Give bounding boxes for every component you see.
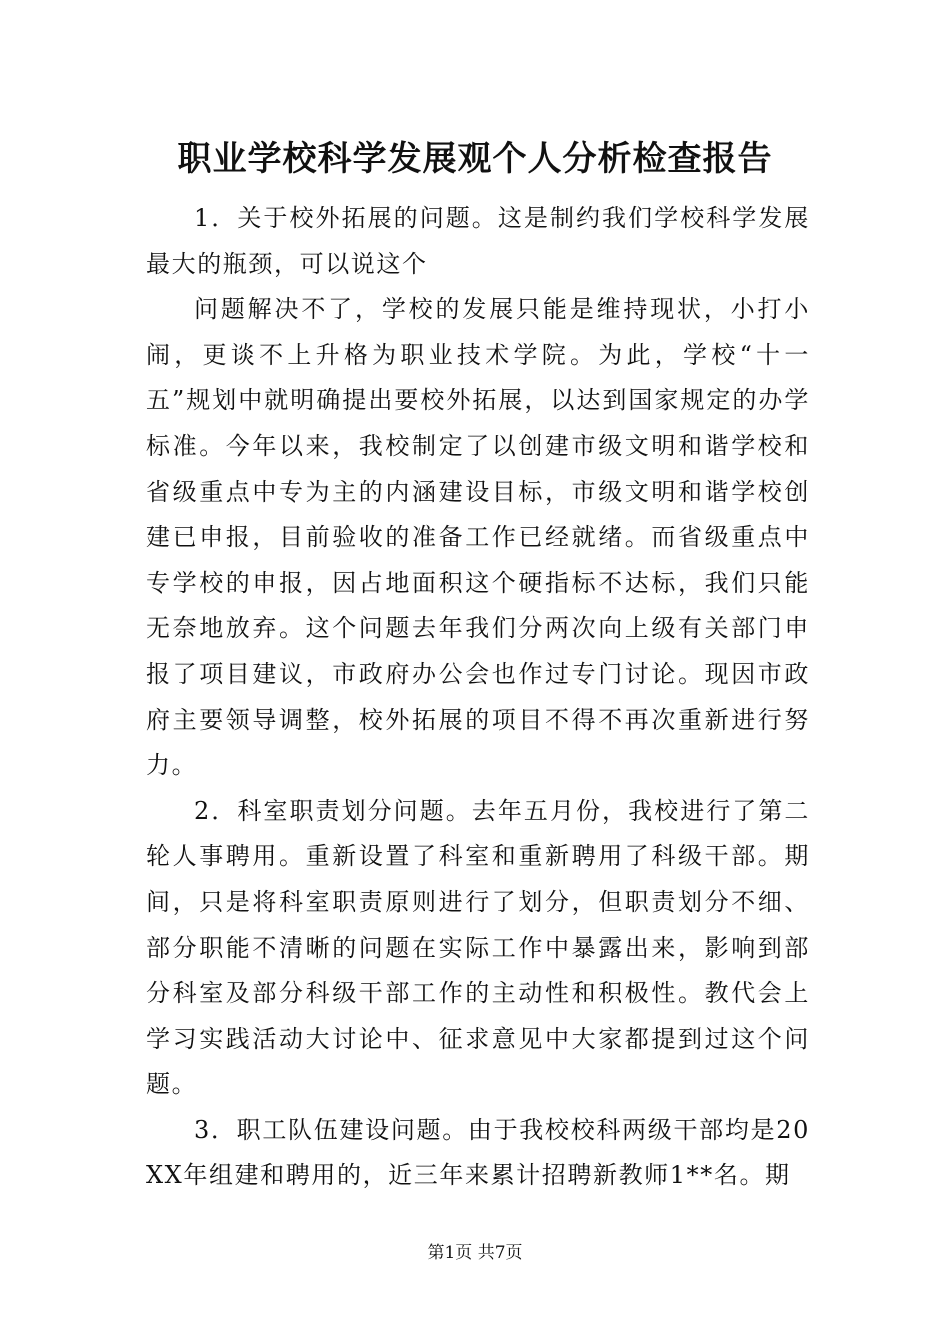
document-body [146, 196, 810, 1199]
paragraph-1: 1．关于校外拓展的问题。这是制约我们学校科学发展最大的瓶颈，可以说这个 [146, 204, 810, 278]
paragraph-2: 问题解决不了，学校的发展只能是维持现状，小打小闹，更谈不上升格为职业技术学院。为此，学校“十一五”规划中就明确提出要校外拓展，以达到国家规定的办学标准。今年以来，我校制定了以创建市级文明和谐学校和省级重点中专为主的内涵建设目标，市级文明和谐学校创建已申报，目前验收的准备工作已经就绪。而省级重点中专学校的申报，因占地面积这个硬指标不达标，我们只能无奈地放弃。这个问题去年我们分两次向上级有关部门申报了项目建议，市政府办公会也作过专门讨论。现因市政府主要领导调整，校外拓展的项目不得不再次重新进行努力。 [146, 295, 810, 780]
page-number: 第1页 共7页 [427, 1243, 523, 1263]
paragraph-4: 3．职工队伍建设问题。由于我校校科两级干部均是20XX年组建和聘用的，近三年来累计招聘新教师1**名。期 [146, 1115, 810, 1190]
paragraph-3: 2．科室职责划分问题。去年五月份，我校进行了第二轮人事聘用。重新设置了科室和重新聘用了科级干部。期间，只是将科室职责原则进行了划分，但职责划分不细、部分职能不清晰的问题在实际工作中暴露出来，影响到部分科室及部分科级干部工作的主动性和积极性。教代会上学习实践活动大讨论中、征求意见中大家都提到过这个问题。 [146, 796, 810, 1099]
page-footer [0, 1238, 950, 1268]
document-title: 职业学校科学发展观个人分析检查报告 [177, 139, 773, 179]
